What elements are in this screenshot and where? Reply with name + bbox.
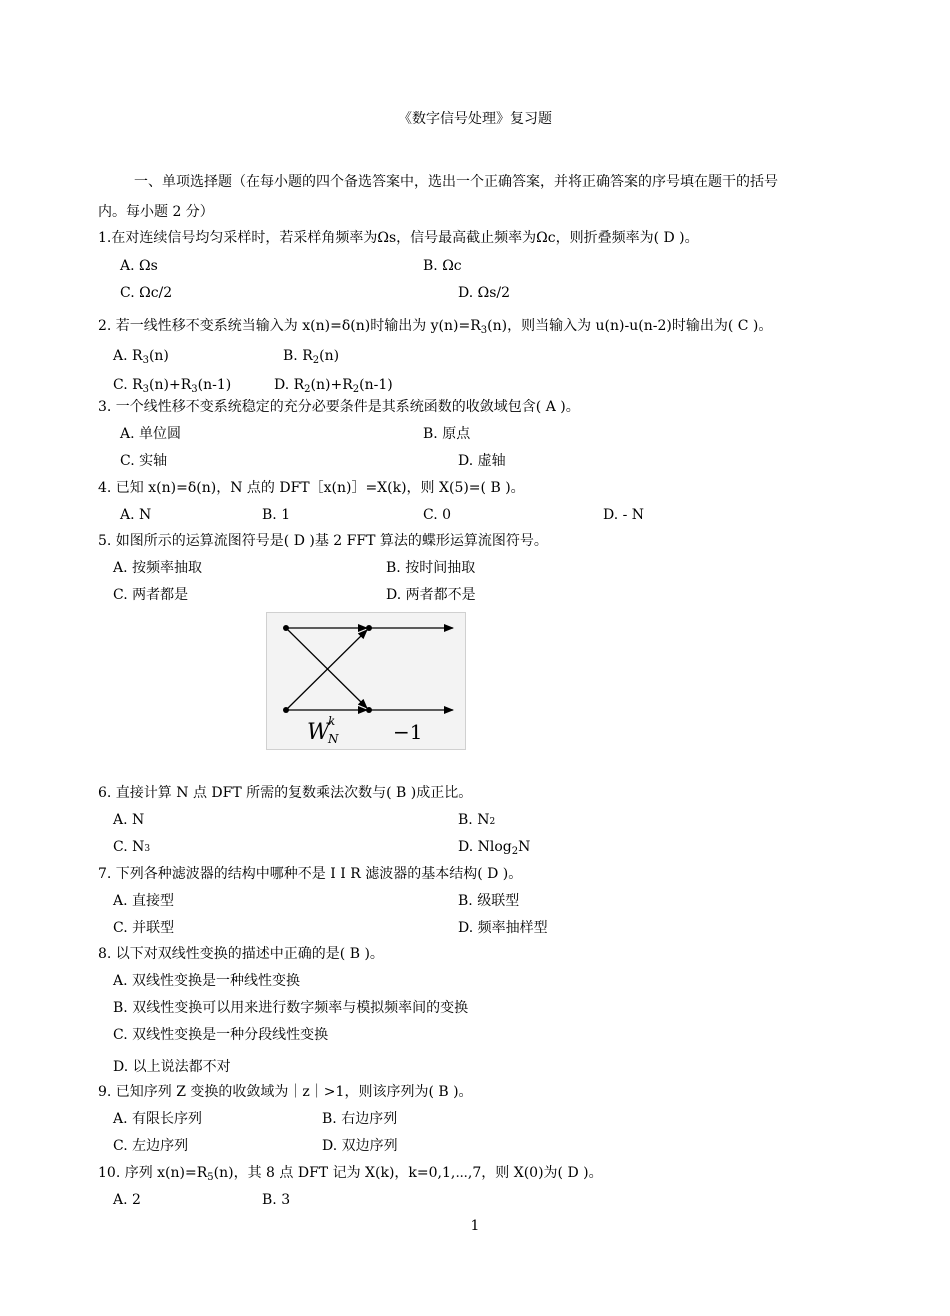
q2-b-sub: 2 <box>312 355 320 366</box>
cross-branch-up <box>286 630 367 710</box>
question-4-stem: 4. 已知 x(n)=δ(n)，N 点的 DFT［x(n)］=X(k)，则 X(5)=( B )。 <box>98 480 525 496</box>
q6-c-text: C. N <box>113 839 145 855</box>
question-10-option-a: A. 2 <box>113 1192 141 1208</box>
twiddle-factor-w: W <box>307 720 330 745</box>
question-6-stem: 6. 直接计算 N 点 DFT 所需的复数乘法次数与( B )成正比。 <box>98 785 473 801</box>
question-4-option-a: A. N <box>120 507 152 523</box>
q2-c-s1: 3 <box>142 384 150 395</box>
twiddle-factor-n: N <box>328 732 339 746</box>
node-input-bottom <box>283 707 289 713</box>
question-6-option-a: A. N <box>113 812 145 828</box>
question-2-stem-subscript: 3 <box>480 325 488 336</box>
question-4-option-c: C. 0 <box>423 507 452 523</box>
question-10-stem-subscript: 5 <box>207 1172 214 1183</box>
section-heading-line1: 一、单项选择题（在每小题的四个备选答案中，选出一个正确答案，并将正确答案的序号填在题干的括号 <box>134 174 778 190</box>
question-8-option-a: A. 双线性变换是一种线性变换 <box>113 973 301 989</box>
question-5-option-a: A. 按频率抽取 <box>113 560 203 576</box>
question-8-option-b: B. 双线性变换可以用来进行数字频率与模拟频率间的变换 <box>113 1000 469 1016</box>
question-10-stem-part1: 10. 序列 x(n)=R <box>98 1165 208 1181</box>
q6-c-exp: 3 <box>144 844 151 854</box>
question-2-option-a <box>113 347 169 365</box>
question-10-option-b: B. 3 <box>262 1192 291 1208</box>
question-5-option-b: B. 按时间抽取 <box>386 560 476 576</box>
question-7-option-d: D. 频率抽样型 <box>458 920 548 936</box>
q6-d-post: N <box>518 839 531 855</box>
q6-b-exp: 2 <box>489 817 496 827</box>
question-1-option-b: B. Ωc <box>423 258 462 274</box>
question-1-option-d: D. Ωs/2 <box>458 285 511 301</box>
question-3-option-d: D. 虚轴 <box>458 453 506 469</box>
q2-a-post: (n) <box>148 348 169 364</box>
q2-a-text: A. R <box>113 348 143 364</box>
question-3-option-a: A. 单位圆 <box>120 426 182 442</box>
butterfly-diagram <box>266 612 466 750</box>
question-1-stem: 1.在对连续信号均匀采样时，若采样角频率为Ωs，信号最高截止频率为Ωc，则折叠频率为( D )。 <box>98 230 699 246</box>
node-input-top <box>283 625 289 631</box>
question-1-option-a: A. Ωs <box>120 258 158 274</box>
q2-b-post: (n) <box>319 348 340 364</box>
question-9-option-a: A. 有限长序列 <box>113 1111 203 1127</box>
q6-d-sub: 2 <box>511 846 519 857</box>
q6-d-text: D. Nlog <box>458 839 512 855</box>
question-5-stem: 5. 如图所示的运算流图符号是( D )基 2 FFT 算法的蝶形运算流图符号。 <box>98 533 548 549</box>
question-2-option-b <box>283 347 339 365</box>
minus-one-label: −1 <box>393 720 423 744</box>
question-7-stem: 7. 下列各种滤波器的结构中哪种不是 I I R 滤波器的基本结构( D )。 <box>98 866 523 882</box>
question-10-stem-part2: (n)，其 8 点 DFT 记为 X(k)，k=0,1,⋯,7，则 X(0)为( D )。 <box>213 1165 603 1181</box>
q2-a-sub: 3 <box>142 355 149 366</box>
question-4-option-d: D. - N <box>603 507 645 523</box>
question-9-option-b: B. 右边序列 <box>322 1111 398 1127</box>
question-2-option-c <box>113 376 231 394</box>
page-title: 《数字信号处理》复习题 <box>398 111 552 127</box>
question-8-option-d: D. 以上说法都不对 <box>113 1059 231 1075</box>
question-5-option-d: D. 两者都不是 <box>386 587 476 603</box>
question-7-option-b: B. 级联型 <box>458 893 520 909</box>
question-5-option-c: C. 两者都是 <box>113 587 189 603</box>
question-6-option-c <box>113 838 150 858</box>
question-2-stem-part2: (n)，则当输入为 u(n)-u(n-2)时输出为( C )。 <box>487 318 773 334</box>
question-10-stem <box>98 1164 603 1182</box>
question-3-stem: 3. 一个线性移不变系统稳定的充分必要条件是其系统函数的收敛域包含( A )。 <box>98 399 580 415</box>
q2-d-s1: 2 <box>304 384 311 395</box>
question-3-option-c: C. 实轴 <box>120 453 168 469</box>
question-1-option-c: C. Ωc/2 <box>120 285 173 301</box>
q2-b-text: B. R <box>283 348 313 364</box>
section-heading-line2: 内。每小题 2 分） <box>98 204 214 220</box>
question-8-option-c: C. 双线性变换是一种分段线性变换 <box>113 1027 329 1043</box>
question-6-option-d <box>458 838 530 856</box>
q2-c-s2: 3 <box>191 384 198 395</box>
question-9-option-d: D. 双边序列 <box>322 1138 398 1154</box>
q6-b-text: B. N <box>458 812 490 828</box>
question-6-option-b <box>458 811 495 831</box>
node-output-bottom <box>366 707 372 713</box>
question-7-option-a: A. 直接型 <box>113 893 175 909</box>
q2-c-p2: (n)+R <box>149 377 192 393</box>
cross-branch-down <box>286 628 367 708</box>
q2-d-p1: D. R <box>274 377 305 393</box>
twiddle-factor-k: k <box>328 714 336 728</box>
question-9-option-c: C. 左边序列 <box>113 1138 189 1154</box>
q2-c-p3: (n-1) <box>197 377 232 393</box>
q2-d-p2: (n)+R <box>310 377 353 393</box>
q2-d-s2: 2 <box>352 384 360 395</box>
question-2-option-d <box>274 376 393 394</box>
question-2-stem <box>98 317 772 335</box>
question-4-option-b: B. 1 <box>262 507 291 523</box>
q2-d-p3: (n-1) <box>359 377 393 393</box>
q2-c-p1: C. R <box>113 377 143 393</box>
question-9-stem: 9. 已知序列 Z 变换的收敛域为｜z｜>1，则该序列为( B )。 <box>98 1084 473 1100</box>
question-8-stem: 8. 以下对双线性变换的描述中正确的是( B )。 <box>98 946 384 962</box>
question-7-option-c: C. 并联型 <box>113 920 175 936</box>
question-2-stem-part1: 2. 若一线性移不变系统当输入为 x(n)=δ(n)时输出为 y(n)=R <box>98 318 481 334</box>
page-number: 1 <box>470 1218 480 1234</box>
butterfly-diagram-svg <box>267 613 465 749</box>
question-3-option-b: B. 原点 <box>423 426 471 442</box>
node-output-top <box>366 625 372 631</box>
